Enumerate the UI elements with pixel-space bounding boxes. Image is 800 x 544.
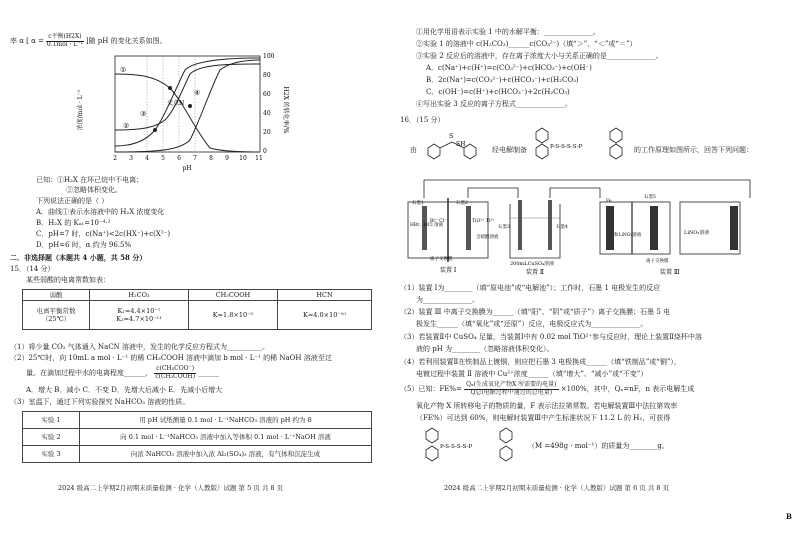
concentration-chart (70, 50, 290, 172)
x-tick-label: 9 (225, 155, 229, 162)
intro-end: ]随 pH 的变化关系如图。 (85, 37, 167, 46)
q16-text-2: 经电解制备 (492, 146, 527, 154)
label-cell2: 装置 Ⅱ (526, 269, 544, 276)
label-graphite3: 石墨3 (498, 225, 510, 230)
x-axis-label: pH (182, 165, 192, 172)
product-structure (530, 126, 630, 162)
header-cell: CH₃COOH (188, 290, 277, 301)
graphite2 (466, 206, 471, 250)
x-tick-label: 6 (177, 155, 181, 162)
r-option-a: A．c(Na⁺)+c(H⁺)=c(CO₃²⁻)+c(HCO₃⁻)+c(OH⁻) (426, 64, 592, 72)
y-tick-label: 100 (263, 53, 275, 60)
q15-frac-tail: ______ (198, 369, 220, 378)
label-graphite1: 石墨1 (412, 201, 424, 206)
fe-electrode (606, 206, 614, 250)
label-ion: 离子交换膜 (646, 259, 669, 264)
x-tick-labels (113, 155, 263, 162)
q15-part1: （1）将少量 CO₂ 气体通入 NaCN 溶液中，发生的化学反应方程式为__________。 (10, 343, 270, 351)
footer-left: 2024 级高二上学期2月初期末质量检测 · 化学（人教版）试题 第 5 页 共 8 页 (58, 484, 284, 492)
q15-frac-num: c(CH₃COO⁻) (156, 365, 195, 372)
q16-part5 (400, 382, 694, 396)
x-tick-label: 3 (129, 155, 133, 162)
q16-part4b: 电镀过程中装置 Ⅱ 溶液中 Cu²⁺浓度______（填“增大”、“减小”或“不变”） (416, 370, 648, 378)
plot-frame (115, 56, 260, 152)
x-tick-label: 7 (193, 155, 197, 162)
product-structure-2 (420, 426, 520, 466)
q15-fraction (154, 366, 196, 380)
label-linio3: LiNO₃溶液 (684, 230, 710, 236)
ch3cooh-k: K=1.8×10⁻⁵ (188, 301, 277, 330)
x-tick-label: 4 (145, 155, 149, 162)
graphite4 (548, 200, 552, 250)
curve-label-1: ① (120, 66, 127, 74)
intro-frac-den: 0.1mol · L⁻¹ (46, 40, 83, 48)
mc-question: 下列说法正确的是（ ） (36, 197, 109, 205)
y-tick-label: 20 (263, 129, 271, 136)
x-tick-label: 10 (239, 155, 247, 162)
footer-right: 2024 级高二上学期2月初期末质量检测 · 化学（人教版）试题 第 6 页 共 8 页 (444, 484, 670, 492)
intro-frac-num: c平衡(H2X) (48, 33, 82, 40)
label-graphite4: 石墨4 (556, 225, 568, 230)
q16-text-1: 由 (410, 146, 417, 154)
q15-heading: 15．（14 分） (10, 265, 55, 273)
q15-frac-den: c(CH₃COOH) (155, 372, 196, 380)
chem-chain-2: P-S-S-S-S-P (440, 444, 473, 450)
exp-name: 实验 1 (23, 412, 80, 429)
q16-part2b: 极发生______（填“氧化”或“还原”）反应，电极反应式为______________。 (416, 320, 648, 328)
chem-sh: SH (456, 141, 466, 148)
q16-part5d: （FE%）可达到 60%，则电解时装置Ⅲ中产生标准状况下 11.2 L 的 H₂，可获得 (416, 414, 671, 422)
header-cell: HCN (278, 290, 372, 301)
x-tick-label: 8 (209, 155, 213, 162)
y-right-tick-labels (263, 53, 275, 155)
q16-part3b: 液的 pH 为________（忽略溶液体积变化）。 (416, 345, 554, 353)
q16-part3: （3）若装置Ⅱ中 CuSO₄ 足量，当装置Ⅰ中有 0.02 mol TiO²⁺参与反应时，理论上装置Ⅱ烧杯中溶 (400, 333, 702, 341)
q16-part1b: 为______________。 (416, 296, 479, 304)
q15-3-1: ①用化学用语表示实验 1 中的水解平衡：______________。 (416, 28, 600, 36)
label-cuso4: 200mLCuSO₄溶液 (510, 261, 555, 267)
y-right-label: H2X 的转化率/% (282, 86, 289, 134)
cell1-left (408, 202, 448, 258)
acid-constant-table (22, 289, 372, 330)
curve-3 (115, 58, 260, 146)
option-a: A．曲线①表示水溶液中的 H₂X 浓度变化 (36, 208, 165, 216)
exp-desc: 用 pH 试纸测量 0.1 mol · L⁻¹NaHCO₃ 溶液的 pH 约为 8 (80, 412, 372, 429)
curve-4 (115, 60, 260, 152)
q16-part5a: （5）已知：FE%= (400, 385, 462, 394)
table-row (23, 446, 372, 463)
y-tick-label: 80 (263, 72, 271, 79)
intro-text: 率 α [ α = (10, 37, 47, 46)
label-fe: Fe (606, 199, 612, 204)
label-graphite5: 石墨5 (644, 195, 656, 200)
beaker (510, 204, 560, 258)
table-row (23, 429, 372, 446)
y-tick-label: 0 (263, 148, 267, 155)
q15-3-3: ③实验 2 反应后的溶液中，存在离子浓度大小与关系正确的是______________。 (416, 52, 663, 60)
electrolysis-apparatus (400, 168, 800, 278)
header-cell: H₂CO₃ (90, 290, 189, 301)
row-label-1: 电离平衡常数 (36, 307, 76, 315)
graphite-right (730, 206, 738, 250)
table-row (23, 301, 372, 330)
graphite3 (518, 200, 522, 250)
hcn-k: K=4.0×10⁻¹⁰ (278, 301, 372, 330)
q15-part2-options: A．增大 B．减小 C．不变 D．先增大后减小 E．先减小后增大 (26, 386, 223, 394)
q16-part2: （2）装置 Ⅲ 中离子交换膜为______（填“阳”、“阴”或“质子”）离子交换膜；石墨 5 电 (400, 308, 671, 316)
label-mix: 和LiNO₃溶液 (614, 233, 642, 238)
intro-line (10, 34, 167, 48)
q16-part4: （4）若利用装置Ⅱ在铁制品上镀铜，则应把石墨 3 电极换成______（填“铁制品”或“铜”）， (400, 358, 681, 366)
q16-heading: 16．（15 分） (400, 116, 445, 124)
q15-part3: （3）室温下，通过下列实验探究 NaHCO₃ 溶液的性质。 (10, 398, 190, 406)
label-graphite2: 石墨2 (456, 201, 468, 206)
y-tick-label: 40 (263, 110, 271, 117)
point-b (168, 86, 172, 90)
table-row (23, 412, 372, 429)
exp-desc: 向 0.1 mol · L⁻¹NaHCO₃ 溶液中加入等体积 0.1 mol · L⁻¹NaOH 溶液 (80, 429, 372, 446)
x-tick-label: 11 (255, 155, 263, 162)
r-option-c: C．c(OH⁻)=c(H⁺)+c(HCO₃⁻)+2c(H₂CO₃) (426, 88, 570, 96)
q15-3-4: ④写出实验 3 反应的离子方程式______________。 (416, 100, 572, 108)
known-1: 已知：①H₂X 在环己烷中不电离； (36, 176, 144, 184)
intersection-point (188, 104, 192, 108)
graphite5 (650, 206, 658, 250)
exp-name: 实验 2 (23, 429, 80, 446)
h2co3-k2: K₂=4.7×10⁻¹¹ (116, 315, 162, 324)
experiment-table (22, 411, 372, 463)
fe-frac-den: Q总(电解过程中通过的总电量) (470, 388, 553, 396)
label-br: Br⁻ Cl⁻ (430, 219, 447, 224)
fe-frac-num: Qₓ(生成氧化产物X 所需要的电量) (466, 381, 557, 388)
intersection-label: 交点N (167, 100, 185, 107)
label-acid: 含硫酸溶液 (476, 235, 499, 240)
option-d: D．pH=6 时，α 约为 96.5% (36, 241, 132, 249)
q16-text-3: 的工作原理如图所示，回答下列问题： (634, 146, 753, 154)
chem-s: S (449, 133, 454, 140)
q16-part5b: ×100%，其中，Qₓ=nF，n 表示电解生成 (560, 385, 695, 394)
curve-1 (115, 74, 260, 152)
curve-label-3: ③ (140, 110, 147, 118)
q15-part2b-text: 量。在滴加过程中水的电离程度______， (26, 369, 152, 378)
h2co3-k1: K₁=4.4×10⁻⁷ (117, 307, 161, 315)
row-label-2: （25℃） (41, 315, 71, 324)
row-label-cell (23, 301, 90, 330)
q16-part5e: （M =498g · mol⁻¹）的质量为________g。 (528, 442, 669, 450)
y-tick-label: 60 (263, 91, 271, 98)
label-cell1: 装置 Ⅰ (440, 267, 457, 274)
label-hbr: HBr、HCl 溶液 (410, 223, 444, 228)
option-c: C．pH=7 时，c(Na⁺)<2c(HX⁻)+c(X²⁻) (36, 230, 171, 238)
curve-2 (115, 64, 260, 130)
label-tio: TiO²⁺ Ti³⁺ (472, 219, 495, 224)
graphite1 (422, 206, 427, 250)
intro-fraction (46, 34, 83, 48)
q15-3-2: ②实验 1 的溶液中 c(H₂CO₃)______c(CO₃²⁻)（填“＞”、“＜”或“＝”） (416, 40, 637, 48)
q16-part5c: 氧化产物 X 所转移电子的物质的量，F 表示法拉第常数。若电解装置Ⅲ中法拉第效率 (416, 402, 678, 410)
point-a (153, 128, 157, 132)
r-option-b: B．2c(Na⁺)=c(CO₃²⁻)+c(HCO₃⁻)+c(H₂CO₃) (426, 76, 579, 84)
option-b: B．H₂X 的 Kₐ₁=10⁻⁴·² (36, 219, 111, 227)
x-tick-label: 5 (161, 155, 165, 162)
q15-part2b (26, 366, 219, 380)
fe-fraction (464, 382, 558, 396)
label-cell3: 装置 Ⅲ (660, 269, 680, 276)
right-page (400, 0, 800, 544)
y-left-label: 浓度/mol · L⁻¹ (77, 89, 84, 131)
exp-desc: 向浓 NaHCO₃ 溶液中加入浓 Al₂(SO₄)₃ 溶液，有气体和沉淀生成 (80, 446, 372, 463)
label-membrane: 质子交换膜 (430, 257, 453, 262)
q15-part2a: （2）25℃时，向 10mL a mol · L⁻¹ 的稀 CH₃COOH 溶液中滴加 b mol · L⁻¹ 的稀 NaOH 溶液至过 (10, 354, 332, 362)
curve-label-4: ④ (194, 89, 201, 97)
q15-intro: 某些弱酸的电离常数如表： (26, 276, 110, 284)
header-cell: 弱酸 (23, 290, 90, 301)
corner-mark: B (786, 512, 792, 521)
chem-chain: P-S-S-S-S-P (550, 144, 583, 150)
reactant-structure (420, 128, 490, 162)
h2co3-cell (90, 301, 189, 330)
curve-label-2: ② (123, 122, 130, 130)
table-row (23, 290, 372, 301)
known-2: ②忽略体积变化。 (66, 186, 122, 194)
x-tick-label: 2 (113, 155, 117, 162)
q16-part1: （1）装置 Ⅰ为________（填“原电池”或“电解池”）；工作时，石墨 1 电极发生的反应 (400, 284, 661, 292)
exp-name: 实验 3 (23, 446, 80, 463)
section-heading: 二．非选择题（本题共 4 小题，共 58 分） (10, 253, 147, 262)
